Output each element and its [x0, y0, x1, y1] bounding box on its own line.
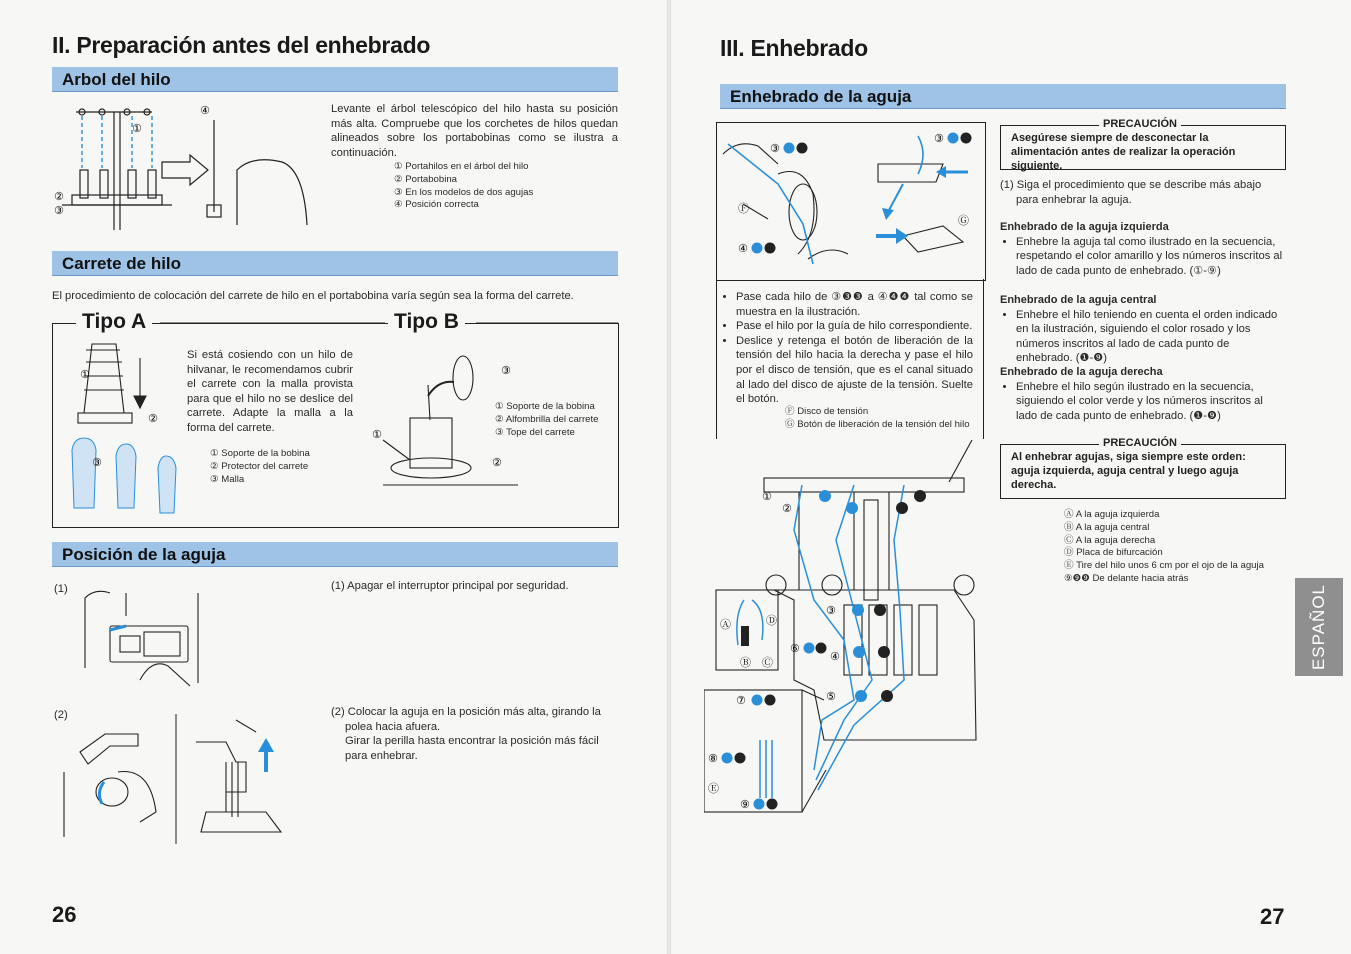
svg-text:③: ③: [934, 132, 944, 145]
machine-legend-item: Ⓐ A la aguja izquierda: [1064, 509, 1160, 520]
svg-text:③: ③: [501, 364, 511, 377]
step2-text: [331, 705, 618, 763]
svg-text:Ⓐ: Ⓐ: [720, 618, 731, 631]
svg-text:⑧: ⑧: [708, 752, 718, 765]
language-tab: [1295, 578, 1343, 676]
svg-text:④: ④: [738, 242, 748, 255]
arbol-legend: [394, 161, 618, 212]
figure-bullet-item: • Pase cada hilo de ③❸❸ a ④❹❹ tal como se muestra en la ilustración.: [736, 290, 973, 319]
tipo-b-legend-item: ③ Tope del carrete: [495, 426, 575, 438]
figure-frame-sides: [716, 279, 986, 449]
svg-text:③: ③: [54, 204, 64, 217]
central-text: • Enhebre el hilo teniendo en cuenta el orden indicado en la ilustración, siguiendo el color rosado y los números inscritos al lado de cada punto de enhebrado. (❶-❾): [1016, 308, 1286, 366]
tipo-a-title: Tipo A: [76, 310, 152, 334]
section-header-carrete: Carrete de hilo: [52, 251, 618, 276]
svg-text:②: ②: [54, 190, 64, 203]
arbol-legend-item: ④ Posición correcta: [394, 199, 479, 211]
tension-disc-figure: [718, 124, 983, 277]
figure-bullet-item: • Deslice y retenga el botón de liberación de la tensión del hilo hacia la derecha y pase el hilo por el disco de tensión, que es el canal situado al lado del disco de ajuste de la tensión. Suelte el botón.: [736, 334, 973, 407]
arbol-legend-item: ③ En los modelos de dos agujas: [394, 186, 534, 198]
step2-text-b: Girar la perilla hasta encontrar la posición más fácil para enhebrar.: [345, 735, 599, 762]
svg-text:⑥: ⑥: [790, 642, 800, 655]
machine-legend-item: Ⓑ A la aguja central: [1064, 521, 1150, 533]
step1-label: (1): [54, 583, 68, 595]
tipo-a-rule: [160, 322, 385, 326]
tipo-b-legend-item: ② Alfombrilla del carrete: [495, 413, 599, 425]
svg-text:Ⓑ: Ⓑ: [740, 656, 751, 669]
overlock-machine-figure: [704, 440, 994, 820]
svg-text:①: ①: [372, 428, 382, 441]
machine-legend-item: Ⓓ Placa de bifurcación: [1064, 547, 1163, 559]
svg-text:①: ①: [132, 122, 142, 135]
needle-position-figure: [186, 712, 296, 842]
machine-legend-item: Ⓒ A la aguja derecha: [1064, 534, 1156, 546]
svg-text:Ⓓ: Ⓓ: [766, 614, 777, 627]
svg-text:③: ③: [826, 604, 836, 617]
svg-text:Ⓕ: Ⓕ: [738, 202, 749, 215]
page-title-right: III. Enhebrado: [720, 35, 868, 61]
figure-legend-item: Ⓖ Botón de liberación de la tensión del hilo: [785, 418, 970, 430]
carrete-intro: El procedimiento de colocación del carrete de hilo en el portabobina varía según sea la forma del carrete.: [52, 290, 574, 302]
svg-text:①: ①: [762, 490, 772, 503]
step1-instruction: (1) Siga el procedimiento que se describe más abajo para enhebrar la aguja.: [1000, 179, 1262, 206]
svg-text:Ⓖ: Ⓖ: [958, 214, 969, 227]
tipo-a-legend-item: ③ Malla: [210, 473, 245, 485]
izquierda-block: [1000, 220, 1286, 278]
machine-legend-item: Ⓔ Tire del hilo unos 6 cm por el ojo de la aguja: [1064, 560, 1264, 572]
tipo-b-legend-item: ① Soporte de la bobina: [495, 401, 595, 412]
figure-legend-item: Ⓕ Disco de tensión: [785, 406, 869, 417]
precaution-title-1: PRECAUCIÓN: [1099, 118, 1181, 130]
derecha-block: [1000, 365, 1286, 423]
figure-bullet-item: • Pase el hilo por la guía de hilo correspondiente.: [736, 319, 973, 334]
svg-text:⑦: ⑦: [736, 694, 746, 707]
step2-text-a: (2) Colocar la aguja en la posición más alta, girando la polea hacia afuera.: [331, 706, 601, 733]
machine-legend-item: ⑨❾❾ De delante hacia atrás: [1064, 572, 1189, 584]
step1-text: (1) Apagar el interruptor principal por seguridad.: [331, 580, 569, 592]
page-number-right: 27: [1260, 904, 1285, 929]
tipo-b-title: Tipo B: [388, 310, 465, 334]
svg-text:Ⓒ: Ⓒ: [762, 656, 773, 669]
svg-text:①: ①: [80, 368, 90, 381]
svg-text:③: ③: [92, 456, 102, 469]
tipo-b-legend: [495, 401, 615, 439]
tipo-b-rule: [476, 322, 618, 326]
section-header-posicion: Posición de la aguja: [52, 542, 618, 567]
pulley-figure: [60, 712, 170, 842]
svg-text:⑤: ⑤: [826, 690, 836, 703]
section-header-enhebrado: Enhebrado de la aguja: [720, 84, 1286, 109]
svg-text:②: ②: [782, 502, 792, 515]
svg-text:②: ②: [148, 412, 158, 425]
derecha-text: • Enhebre el hilo según ilustrado en la secuencia, siguiendo el color verde y los números inscritos al lado de cada punto de enhebrado. (❶-❾): [1016, 380, 1286, 424]
arbol-text: Levante el árbol telescópico del hilo hasta su posición más alta. Compruebe que los corchetes de hilos quedan alineados sobre los portabobinas como se ilustra a continuación.: [331, 103, 618, 159]
arbol-legend-item: ① Portahilos en el árbol del hilo: [394, 161, 529, 172]
page-number-left: 26: [52, 902, 77, 927]
step2-divider: [175, 714, 179, 844]
arbol-legend-item: ② Portabobina: [394, 173, 458, 185]
power-switch-figure: [80, 588, 210, 688]
svg-text:④: ④: [830, 650, 840, 663]
section-header-arbol: Arbol del hilo: [52, 67, 618, 92]
tipo-a-legend-item: ② Protector del carrete: [210, 460, 309, 472]
tipo-a-legend-item: ① Soporte de la bobina: [210, 448, 310, 459]
language-tab-label: ESPAÑOL: [1309, 583, 1328, 671]
precaution-box-2: Al enhebrar agujas, siga siempre este orden: aguja izquierda, aguja central y luego aguja derecha.: [1000, 444, 1286, 499]
thread-tree-figure: [52, 100, 322, 235]
book-spine: [667, 0, 671, 954]
izquierda-title: Enhebrado de la aguja izquierda: [1000, 221, 1169, 233]
machine-legend: [1064, 509, 1284, 586]
derecha-title: Enhebrado de la aguja derecha: [1000, 366, 1163, 378]
svg-text:④: ④: [200, 104, 210, 117]
tipo-a-text: Si está cosiendo con un hilo de hilvanar, le recomendamos cubrir el carrete con la malla provista para que el hilo no se deslice del carrete. Adapte la malla a la forma del carrete.: [187, 349, 353, 434]
spool-a-figure: [64, 338, 184, 518]
precaution-title-2: PRECAUCIÓN: [1099, 437, 1181, 449]
page-title: II. Preparación antes del enhebrado: [52, 32, 431, 58]
central-block: [1000, 293, 1286, 366]
izquierda-text: • Enhebre la aguja tal como ilustrado en la secuencia, respetando el color amarillo y los números inscritos al lado de cada punto de enhebrado. (①-⑨): [1016, 235, 1286, 279]
tipo-a-legend: [210, 448, 360, 486]
precaution-box-1: Asegúrese siempre de desconectar la alimentación antes de realizar la operación siguiente.: [1000, 125, 1286, 170]
step2-label: (2): [54, 709, 68, 721]
svg-text:③: ③: [770, 142, 780, 155]
svg-text:Ⓔ: Ⓔ: [708, 782, 719, 795]
svg-text:⑨: ⑨: [740, 798, 750, 811]
central-title: Enhebrado de la aguja central: [1000, 294, 1157, 306]
svg-text:②: ②: [492, 456, 502, 469]
